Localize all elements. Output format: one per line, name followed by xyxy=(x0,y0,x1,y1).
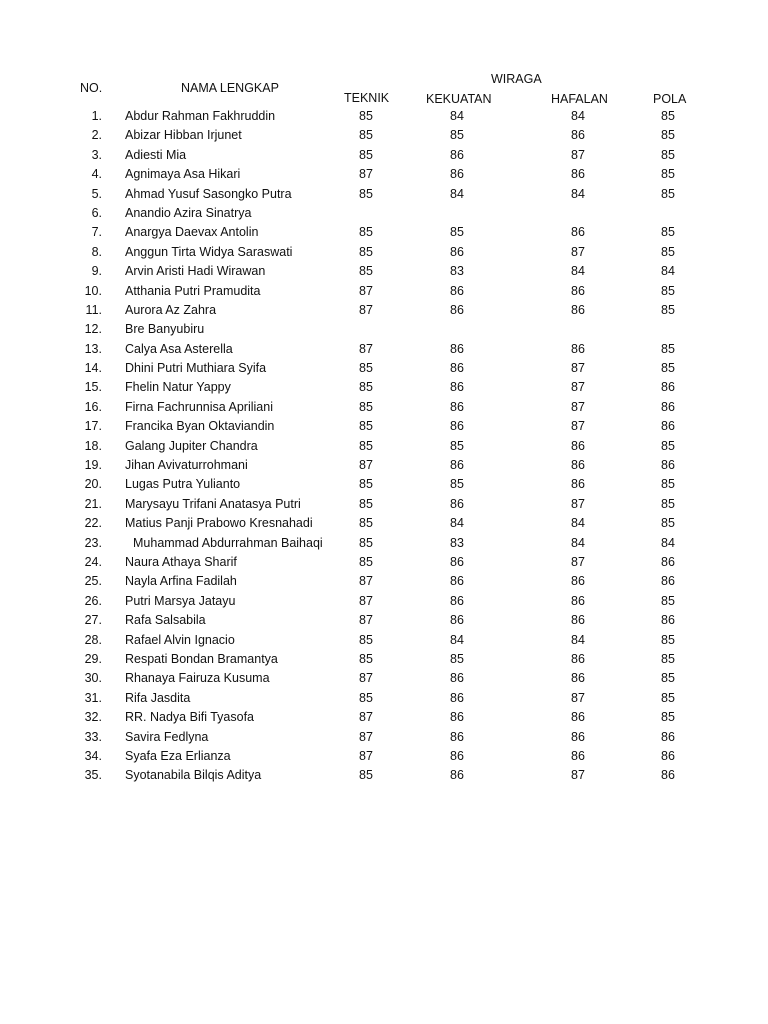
score-kekuatan: 86 xyxy=(450,496,464,511)
score-teknik: 85 xyxy=(359,632,373,647)
score-kekuatan: 86 xyxy=(450,147,464,162)
table-row xyxy=(0,553,768,572)
student-name: Jihan Avivaturrohmani xyxy=(125,458,248,473)
row-number: 15. xyxy=(84,380,102,395)
score-hafalan: 86 xyxy=(571,438,585,453)
student-name: Anggun Tirta Widya Saraswati xyxy=(125,244,293,259)
row-number: 19. xyxy=(84,458,102,473)
score-pola: 85 xyxy=(661,167,675,182)
score-hafalan: 86 xyxy=(571,283,585,298)
score-kekuatan: 84 xyxy=(450,516,464,531)
student-name: Rafa Salsabila xyxy=(125,613,206,628)
score-pola: 85 xyxy=(661,671,675,686)
score-hafalan: 86 xyxy=(571,671,585,686)
student-name: Syafa Eza Erlianza xyxy=(125,748,231,763)
student-name: Savira Fedlyna xyxy=(125,729,209,744)
row-number: 10. xyxy=(84,283,102,298)
table-row xyxy=(0,359,768,378)
score-hafalan: 87 xyxy=(571,768,585,783)
score-teknik: 85 xyxy=(359,438,373,453)
score-teknik: 87 xyxy=(359,458,373,473)
score-teknik: 87 xyxy=(359,302,373,317)
score-kekuatan: 86 xyxy=(450,613,464,628)
student-name: Galang Jupiter Chandra xyxy=(125,438,258,453)
student-name: Anandio Azira Sinatrya xyxy=(125,205,252,220)
row-number: 5. xyxy=(91,186,102,201)
score-hafalan: 87 xyxy=(571,419,585,434)
student-name: Dhini Putri Muthiara Syifa xyxy=(125,361,267,376)
score-hafalan: 84 xyxy=(571,632,585,647)
row-number: 16. xyxy=(84,399,102,414)
table-row xyxy=(0,437,768,456)
score-kekuatan: 86 xyxy=(450,458,464,473)
score-teknik: 87 xyxy=(359,341,373,356)
score-teknik: 87 xyxy=(359,710,373,725)
score-pola: 86 xyxy=(661,613,675,628)
score-kekuatan: 86 xyxy=(450,419,464,434)
score-teknik: 87 xyxy=(359,167,373,182)
row-number: 14. xyxy=(84,361,102,376)
row-number: 33. xyxy=(84,729,102,744)
score-kekuatan: 85 xyxy=(450,438,464,453)
score-pola: 85 xyxy=(661,225,675,240)
score-hafalan: 84 xyxy=(571,109,585,123)
score-pola: 85 xyxy=(661,516,675,531)
score-teknik: 85 xyxy=(359,651,373,666)
table-row xyxy=(0,243,768,262)
score-pola: 86 xyxy=(661,399,675,414)
student-name: Ahmad Yusuf Sasongko Putra xyxy=(125,186,292,201)
table-row xyxy=(0,417,768,436)
row-number: 12. xyxy=(84,322,102,337)
score-pola: 85 xyxy=(661,244,675,259)
table-row xyxy=(0,165,768,184)
student-name: Nayla Arfina Fadilah xyxy=(125,574,237,589)
table-row xyxy=(0,592,768,611)
student-name: Matius Panji Prabowo Kresnahadi xyxy=(125,516,313,531)
score-teknik: 87 xyxy=(359,613,373,628)
student-name: Firna Fachrunnisa Apriliani xyxy=(125,399,273,414)
row-number: 1. xyxy=(91,109,102,123)
score-pola: 85 xyxy=(661,651,675,666)
table-row xyxy=(0,728,768,747)
score-pola: 85 xyxy=(661,438,675,453)
score-hafalan: 86 xyxy=(571,302,585,317)
score-pola: 86 xyxy=(661,458,675,473)
score-hafalan: 84 xyxy=(571,535,585,550)
row-number: 24. xyxy=(84,554,102,569)
score-hafalan: 87 xyxy=(571,361,585,376)
header-nama-lengkap: NAMA LENGKAP xyxy=(181,81,279,95)
score-kekuatan: 86 xyxy=(450,361,464,376)
score-pola: 85 xyxy=(661,186,675,201)
score-teknik: 85 xyxy=(359,147,373,162)
student-name: Agnimaya Asa Hikari xyxy=(125,167,241,182)
score-hafalan: 84 xyxy=(571,186,585,201)
table-row xyxy=(0,262,768,281)
score-hafalan: 86 xyxy=(571,574,585,589)
table-row xyxy=(0,669,768,688)
score-kekuatan: 86 xyxy=(450,283,464,298)
student-name: Syotanabila Bilqis Aditya xyxy=(125,768,262,783)
table-row xyxy=(0,689,768,708)
score-kekuatan: 86 xyxy=(450,554,464,569)
table-row xyxy=(0,766,768,785)
table-row xyxy=(0,650,768,669)
score-teknik: 85 xyxy=(359,535,373,550)
student-name: Abizar Hibban Irjunet xyxy=(125,128,242,143)
table-row xyxy=(0,204,768,223)
student-name: Francika Byan Oktaviandin xyxy=(125,419,275,434)
score-teknik: 85 xyxy=(359,496,373,511)
score-hafalan: 86 xyxy=(571,593,585,608)
student-name: Bre Banyubiru xyxy=(125,322,205,337)
score-kekuatan: 86 xyxy=(450,574,464,589)
row-number: 25. xyxy=(84,574,102,589)
table-row xyxy=(0,534,768,553)
row-number: 3. xyxy=(91,147,102,162)
score-hafalan: 87 xyxy=(571,554,585,569)
table-row xyxy=(0,282,768,301)
student-name: Atthania Putri Pramudita xyxy=(125,283,261,298)
row-number: 30. xyxy=(84,671,102,686)
score-teknik: 85 xyxy=(359,516,373,531)
score-pola: 85 xyxy=(661,690,675,705)
table-row xyxy=(0,747,768,766)
score-kekuatan: 86 xyxy=(450,399,464,414)
score-hafalan: 86 xyxy=(571,710,585,725)
score-teknik: 87 xyxy=(359,729,373,744)
student-name: Calya Asa Asterella xyxy=(125,341,233,356)
table-row xyxy=(0,495,768,514)
score-hafalan: 87 xyxy=(571,244,585,259)
score-hafalan: 86 xyxy=(571,167,585,182)
row-number: 17. xyxy=(84,419,102,434)
table-row xyxy=(0,631,768,650)
score-kekuatan: 86 xyxy=(450,768,464,783)
score-pola: 86 xyxy=(661,380,675,395)
score-hafalan: 86 xyxy=(571,225,585,240)
student-name: Marysayu Trifani Anatasya Putri xyxy=(125,496,301,511)
student-name: Aurora Az Zahra xyxy=(125,302,217,317)
score-hafalan: 84 xyxy=(571,264,585,279)
score-pola: 86 xyxy=(661,574,675,589)
score-hafalan: 86 xyxy=(571,341,585,356)
row-number: 35. xyxy=(84,768,102,783)
header-no: NO. xyxy=(80,81,103,95)
score-teknik: 85 xyxy=(359,399,373,414)
score-hafalan: 86 xyxy=(571,729,585,744)
score-hafalan: 87 xyxy=(571,690,585,705)
score-pola: 85 xyxy=(661,632,675,647)
score-teknik: 87 xyxy=(359,748,373,763)
score-teknik: 85 xyxy=(359,419,373,434)
score-teknik: 85 xyxy=(359,768,373,783)
score-hafalan: 86 xyxy=(571,477,585,492)
row-number: 7. xyxy=(91,225,102,240)
row-number: 11. xyxy=(85,302,102,317)
score-kekuatan: 86 xyxy=(450,671,464,686)
score-pola: 85 xyxy=(661,128,675,143)
score-kekuatan: 84 xyxy=(450,109,464,123)
score-teknik: 85 xyxy=(359,225,373,240)
score-hafalan: 86 xyxy=(571,128,585,143)
score-pola: 85 xyxy=(661,147,675,162)
score-hafalan: 87 xyxy=(571,496,585,511)
score-teknik: 85 xyxy=(359,244,373,259)
score-teknik: 87 xyxy=(359,283,373,298)
score-kekuatan: 86 xyxy=(450,244,464,259)
row-number: 26. xyxy=(84,593,102,608)
score-kekuatan: 86 xyxy=(450,380,464,395)
score-pola: 84 xyxy=(661,264,675,279)
score-teknik: 85 xyxy=(359,554,373,569)
row-number: 29. xyxy=(84,651,102,666)
score-kekuatan: 85 xyxy=(450,477,464,492)
student-name: Anargya Daevax Antolin xyxy=(125,225,259,240)
score-kekuatan: 86 xyxy=(450,710,464,725)
score-pola: 85 xyxy=(661,361,675,376)
score-pola: 85 xyxy=(661,341,675,356)
row-number: 9. xyxy=(91,264,102,279)
score-teknik: 85 xyxy=(359,186,373,201)
score-teknik: 87 xyxy=(359,593,373,608)
score-kekuatan: 85 xyxy=(450,225,464,240)
student-name: Rafael Alvin Ignacio xyxy=(125,632,235,647)
score-hafalan: 84 xyxy=(571,516,585,531)
student-name: Fhelin Natur Yappy xyxy=(125,380,231,395)
score-pola: 85 xyxy=(661,477,675,492)
row-number: 8. xyxy=(91,244,102,259)
student-name: Rhanaya Fairuza Kusuma xyxy=(125,671,270,686)
score-kekuatan: 86 xyxy=(450,302,464,317)
score-pola: 85 xyxy=(661,496,675,511)
score-kekuatan: 86 xyxy=(450,167,464,182)
score-teknik: 87 xyxy=(359,671,373,686)
score-hafalan: 86 xyxy=(571,458,585,473)
score-pola: 86 xyxy=(661,729,675,744)
table-row xyxy=(0,378,768,397)
row-number: 28. xyxy=(84,632,102,647)
row-number: 20. xyxy=(84,477,102,492)
row-number: 27. xyxy=(84,613,102,628)
table-row xyxy=(0,223,768,242)
score-pola: 86 xyxy=(661,554,675,569)
table-row xyxy=(0,320,768,339)
table-body xyxy=(0,107,768,786)
score-pola: 85 xyxy=(661,109,675,123)
score-teknik: 85 xyxy=(359,264,373,279)
header-pola: POLA xyxy=(653,92,687,106)
score-pola: 86 xyxy=(661,768,675,783)
header-hafalan: HAFALAN xyxy=(551,92,608,106)
table-row xyxy=(0,107,768,126)
row-number: 32. xyxy=(84,710,102,725)
score-hafalan: 86 xyxy=(571,613,585,628)
table-row xyxy=(0,572,768,591)
score-pola: 85 xyxy=(661,593,675,608)
student-name: Adiesti Mia xyxy=(125,147,187,162)
score-pola: 85 xyxy=(661,710,675,725)
row-number: 23. xyxy=(84,535,102,550)
student-name: Naura Athaya Sharif xyxy=(125,554,237,569)
table-row xyxy=(0,611,768,630)
header-wiraga: WIRAGA xyxy=(491,72,542,86)
score-hafalan: 87 xyxy=(571,380,585,395)
table-row xyxy=(0,340,768,359)
header-teknik: TEKNIK xyxy=(344,91,390,105)
score-hafalan: 86 xyxy=(571,651,585,666)
row-number: 4. xyxy=(91,167,102,182)
score-teknik: 85 xyxy=(359,380,373,395)
score-kekuatan: 85 xyxy=(450,651,464,666)
score-pola: 86 xyxy=(661,419,675,434)
score-hafalan: 87 xyxy=(571,399,585,414)
score-kekuatan: 83 xyxy=(450,264,464,279)
row-number: 31. xyxy=(84,690,102,705)
score-teknik: 85 xyxy=(359,690,373,705)
student-name: Muhammad Abdurrahman Baihaqi xyxy=(133,535,323,550)
score-kekuatan: 85 xyxy=(450,128,464,143)
table-row xyxy=(0,185,768,204)
score-pola: 85 xyxy=(661,302,675,317)
score-teknik: 85 xyxy=(359,477,373,492)
table-row xyxy=(0,301,768,320)
score-kekuatan: 86 xyxy=(450,690,464,705)
score-pola: 84 xyxy=(661,535,675,550)
student-name: Arvin Aristi Hadi Wirawan xyxy=(125,264,266,279)
student-name: Rifa Jasdita xyxy=(125,690,191,705)
row-number: 6. xyxy=(91,205,102,220)
score-teknik: 85 xyxy=(359,109,373,123)
row-number: 34. xyxy=(84,748,102,763)
header-kekuatan: KEKUATAN xyxy=(426,92,492,106)
row-number: 18. xyxy=(84,438,102,453)
score-teknik: 87 xyxy=(359,574,373,589)
table-row xyxy=(0,514,768,533)
student-name: RR. Nadya Bifi Tyasofa xyxy=(125,710,254,725)
table-row xyxy=(0,708,768,727)
score-hafalan: 86 xyxy=(571,748,585,763)
score-kekuatan: 86 xyxy=(450,729,464,744)
score-kekuatan: 86 xyxy=(450,341,464,356)
row-number: 13. xyxy=(84,341,102,356)
row-number: 2. xyxy=(91,128,102,143)
score-hafalan: 87 xyxy=(571,147,585,162)
score-kekuatan: 84 xyxy=(450,186,464,201)
student-name: Abdur Rahman Fakhruddin xyxy=(125,109,276,123)
row-number: 22. xyxy=(84,516,102,531)
score-kekuatan: 86 xyxy=(450,748,464,763)
score-teknik: 85 xyxy=(359,361,373,376)
table-row xyxy=(0,126,768,145)
student-name: Lugas Putra Yulianto xyxy=(125,477,241,492)
table-row xyxy=(0,456,768,475)
student-name: Putri Marsya Jatayu xyxy=(125,593,236,608)
student-name: Respati Bondan Bramantya xyxy=(125,651,278,666)
score-pola: 86 xyxy=(661,748,675,763)
table-row xyxy=(0,398,768,417)
table-row xyxy=(0,146,768,165)
score-kekuatan: 84 xyxy=(450,632,464,647)
score-kekuatan: 86 xyxy=(450,593,464,608)
table-row xyxy=(0,475,768,494)
row-number: 21. xyxy=(84,496,102,511)
score-pola: 85 xyxy=(661,283,675,298)
score-kekuatan: 83 xyxy=(450,535,464,550)
score-teknik: 85 xyxy=(359,128,373,143)
